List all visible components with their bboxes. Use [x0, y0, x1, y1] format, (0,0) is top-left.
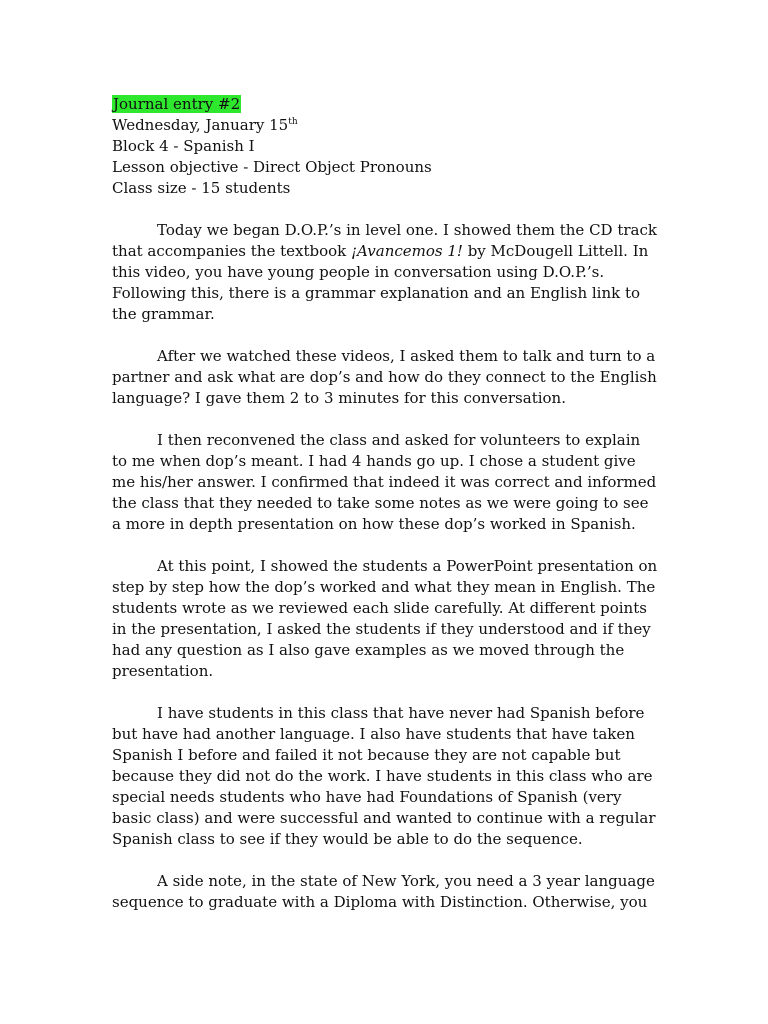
class-size: Class size - 15 students [112, 179, 291, 197]
entry-date-main: Wednesday, January 15 [112, 116, 289, 134]
paragraph-intro-text-a: Today we began D.O.P.’s in level one. I showed them the CD track that accompanies the textbook [112, 221, 657, 260]
paragraph-partner-talk: After we watched these videos, I asked them to talk and turn to a partner and ask what are dop’s and how do they connect to the English language? I gave them 2 to 3 minutes for this conversation. [112, 347, 657, 407]
entry-date [112, 115, 660, 136]
paragraph-powerpoint: At this point, I showed the students a PowerPoint presentation on step by step how the dop’s worked and what they mean in English. The students wrote as we reviewed each slide carefully. At different points in the presentation, I asked the students if they understood and if they had any question as I also gave examples as we moved through the presentation. [112, 557, 658, 680]
paragraph-intro-text-b: by McDougell Littell. In this video, you have young people in conversation using D.O.P.’s. Following this, there is a grammar explanation and an English link to the grammar. [112, 242, 649, 323]
journal-page [112, 94, 660, 934]
entry-date-suffix: th [288, 117, 298, 127]
lesson-objective: Lesson objective - Direct Object Pronouns [112, 158, 432, 176]
paragraph-intro [112, 220, 660, 325]
entry-title: Journal entry #2 [113, 95, 241, 113]
entry-block: Block 4 - Spanish I [112, 137, 255, 155]
entry-header [112, 94, 660, 199]
paragraph-side-note: A side note, in the state of New York, you need a 3 year language sequence to graduate with a Diploma with Distinction. Otherwise, you [112, 872, 655, 911]
textbook-title: ¡Avancemos 1! [351, 242, 463, 260]
paragraph-volunteers: I then reconvened the class and asked for volunteers to explain to me when dop’s meant. I had 4 hands go up. I chose a student give me his/her answer. I confirmed that indeed it was correct and informed the class that they needed to take some notes as we were going to see a more in depth presentation on how these dop’s worked in Spanish. [112, 431, 657, 533]
paragraph-students: I have students in this class that have never had Spanish before but have had another language. I also have students that have taken Spanish I before and failed it not because they are not capable but because they did not do the work. I have students in this class who are special needs students who have had Foundations of Spanish (very basic class) and were successful and wanted to continue with a regular Spanish class to see if they would be able to do the sequence. [112, 704, 656, 848]
entry-title-line [112, 94, 660, 115]
